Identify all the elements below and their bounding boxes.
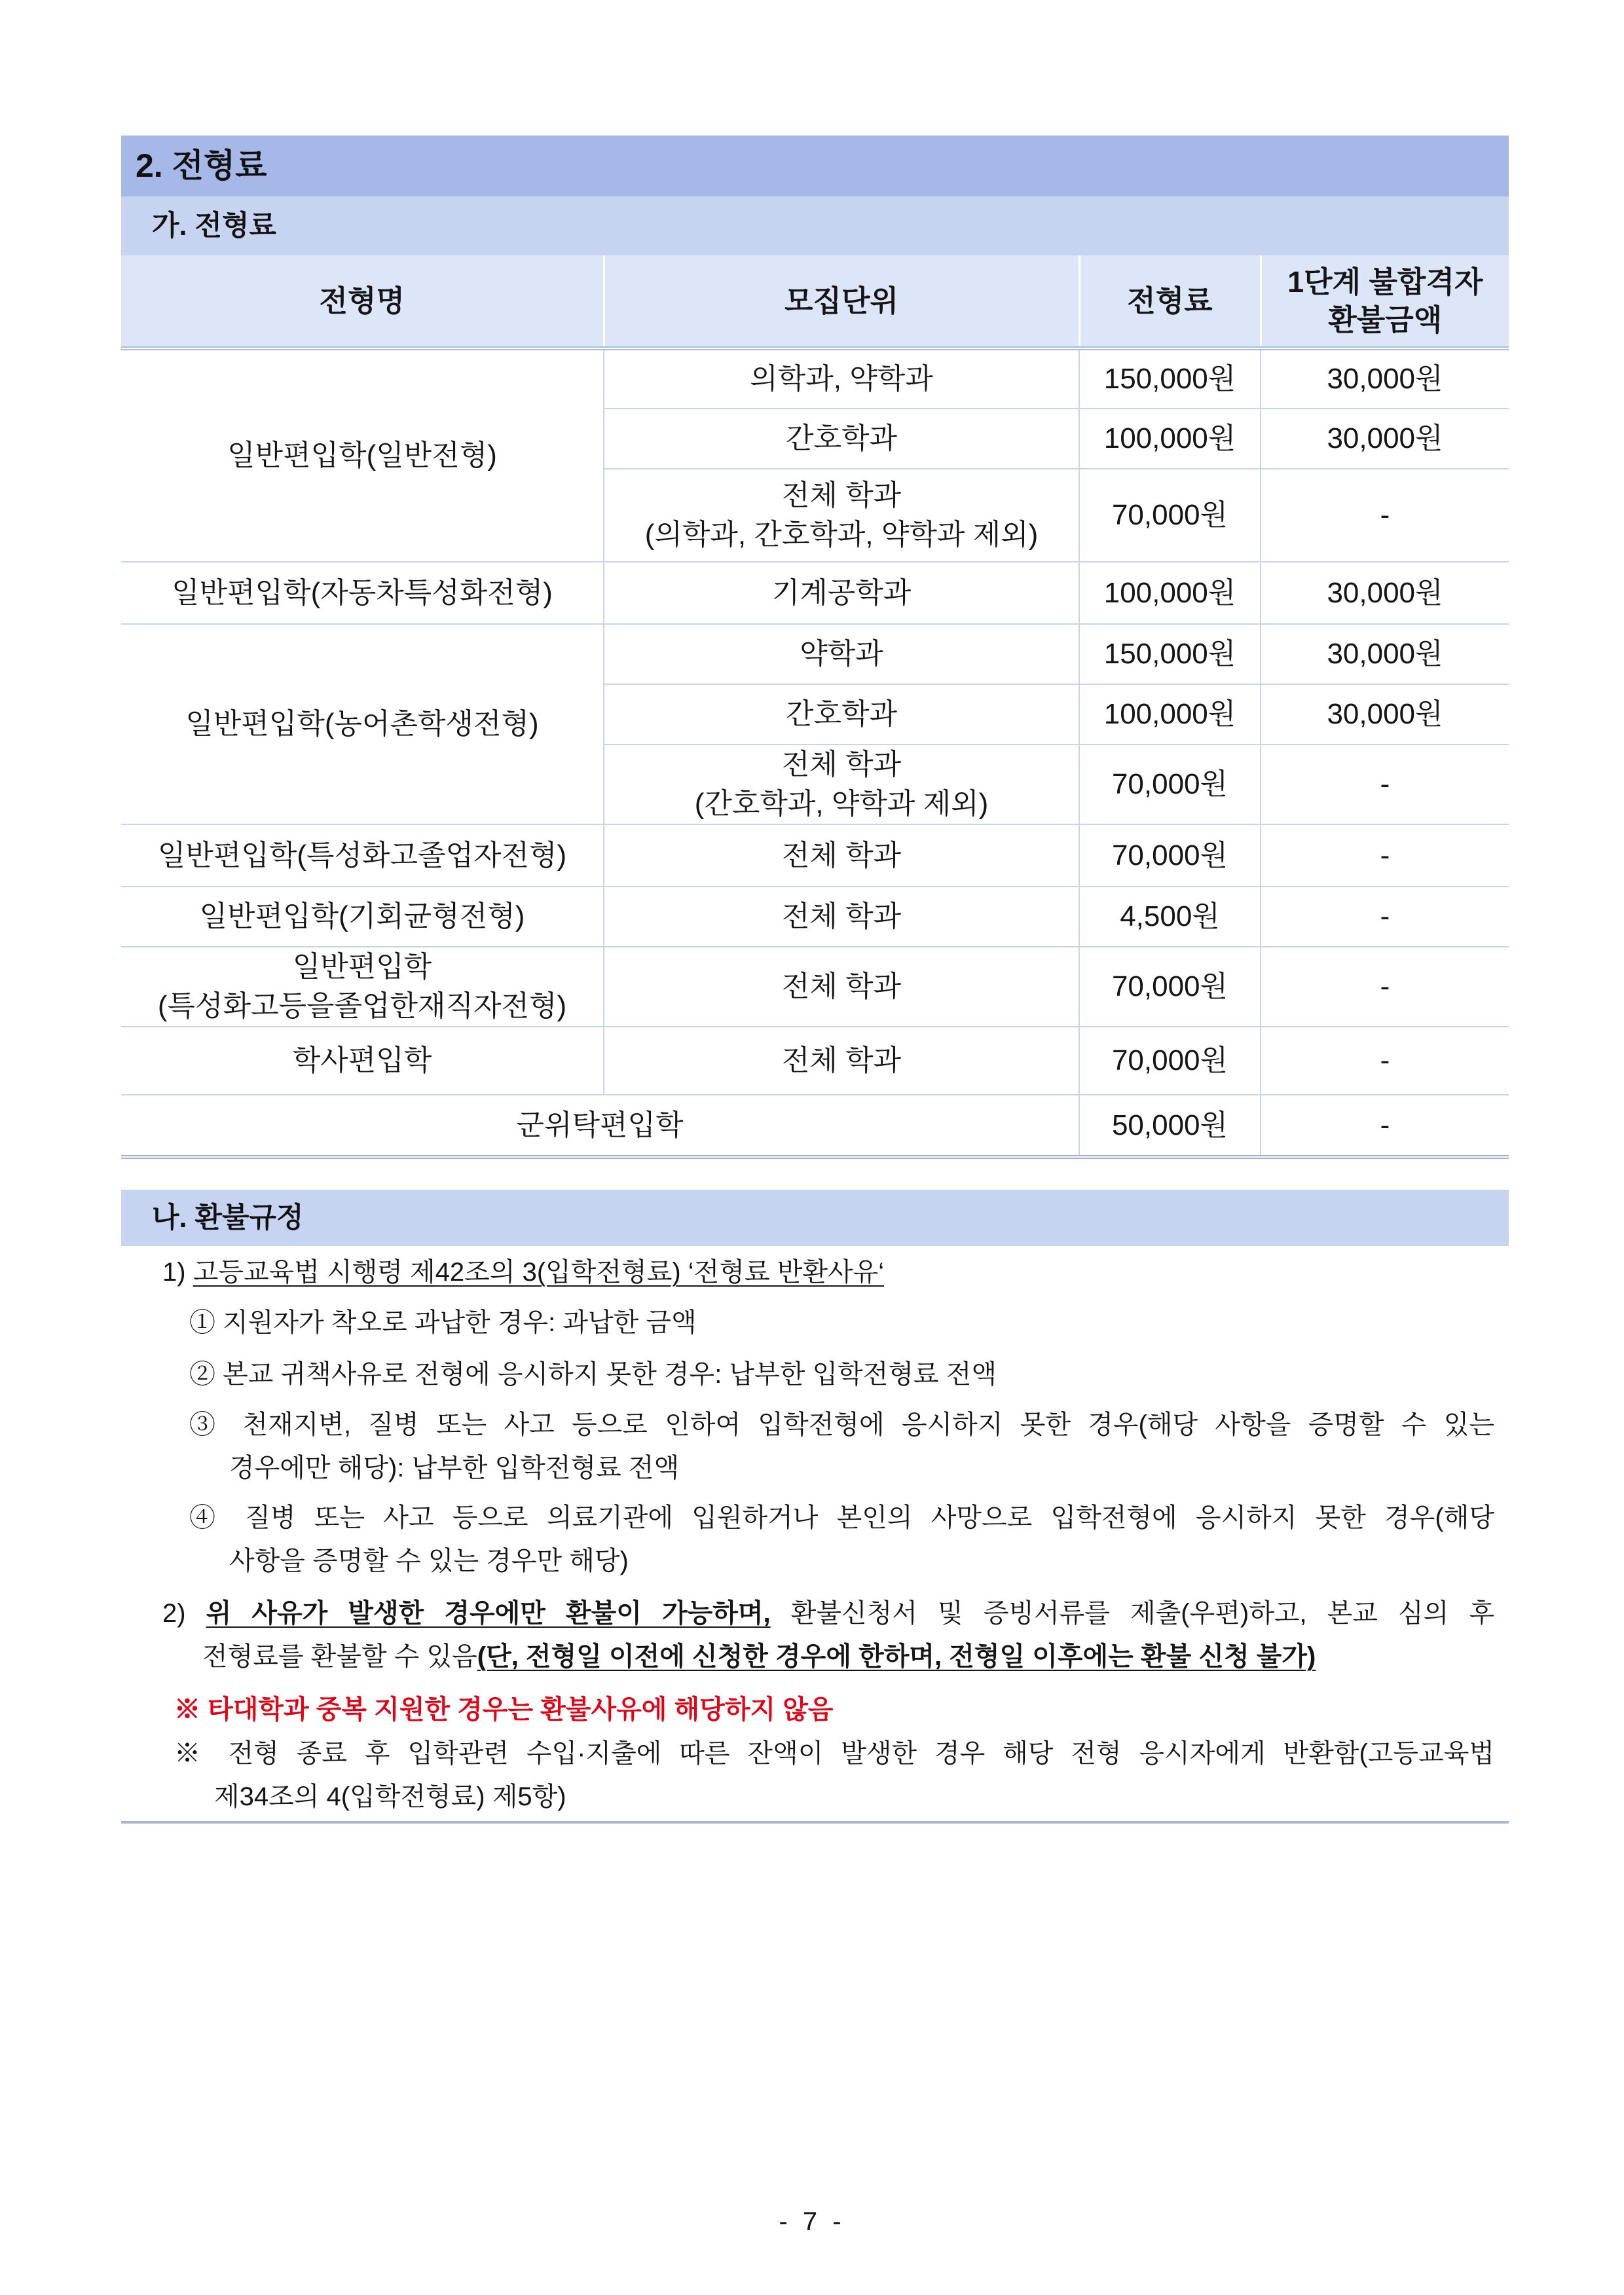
unit-cell: 전체 학과 [604,1027,1079,1095]
table-row [121,1027,1509,1095]
header-row [121,255,1509,348]
refund-cell: 30,000원 [1261,409,1509,469]
rule-2-text: 전형료를 환불할 수 있음 [202,1642,477,1671]
fee-cell: 70,000원 [1079,469,1261,562]
warning-note [174,1688,1494,1731]
rule-2-emphasis: 위 사유가 발생한 경우에만 환불이 가능하며, [206,1599,771,1628]
fee-cell: 50,000원 [1079,1095,1261,1157]
table-row [121,348,1509,409]
unit-cell: 간호학과 [604,684,1079,744]
refund-cell: 30,000원 [1261,624,1509,684]
fee-cell: 4,500원 [1079,887,1261,947]
table-row [121,947,1509,1027]
rule-2-condition: (단, 전형일 이전에 신청한 경우에 한하며, 전형일 이후에는 환불 신청 불가) [477,1642,1316,1671]
refund-reason-line: ② 본교 귀책사유로 전형에 응시하지 못한 경우: 납부한 입학전형료 전액 [189,1360,997,1389]
admission-type-cell: 군위탁편입학 [121,1095,1079,1157]
refund-reason-line: 경우에만 해당): 납부한 입학전형료 전액 [229,1454,680,1482]
refund-note [174,1732,1494,1818]
refund-cell: - [1261,1027,1509,1095]
refund-cell: - [1261,887,1509,947]
refund-rule-2-line [162,1592,1494,1635]
fee-cell: 70,000원 [1079,824,1261,887]
refund-reason-line: ③ 천재지변, 질병 또는 사고 등으로 인하여 입학전형에 응시하지 못한 경우(해당 사항을 증명할 수 있는 [189,1410,1494,1439]
rule-2-text: 환불신청서 및 증빙서류를 제출(우편)하고, 본교 심의 후 [790,1599,1494,1628]
fee-subtitle: 가. 전형료 [121,196,1509,255]
refund-cell: - [1261,469,1509,562]
refund-cell: - [1261,1095,1509,1157]
unit-cell: 전체 학과 [604,887,1079,947]
refund-reason-item [189,1353,1494,1396]
warning-note-line: ※ 타대학과 중복 지원한 경우는 환불사유에 해당하지 않음 [174,1695,834,1724]
admission-type-cell: 일반편입학(농어촌학생전형) [121,624,604,824]
column-header-fee: 전형료 [1079,255,1261,348]
refund-rule-2-line [162,1635,1494,1678]
section-divider [121,1821,1509,1824]
rule-marker: 1) [162,1258,186,1287]
rule-marker: 2) [162,1599,186,1628]
fee-cell: 150,000원 [1079,348,1261,409]
fee-cell: 70,000원 [1079,744,1261,824]
unit-cell: 약학과 [604,624,1079,684]
unit-cell: 전체 학과 (의학과, 간호학과, 약학과 제외) [604,469,1079,562]
admission-type-cell: 일반편입학(일반전형) [121,348,604,562]
refund-cell: 30,000원 [1261,348,1509,409]
refund-reason-item [189,1496,1494,1583]
unit-cell: 의학과, 약학과 [604,348,1079,409]
fee-cell: 100,000원 [1079,409,1261,469]
column-header-recruitment-unit: 모집단위 [604,255,1079,348]
unit-cell: 전체 학과 [604,947,1079,1027]
fee-table-body [121,348,1509,1157]
refund-cell: 30,000원 [1261,562,1509,624]
table-row [121,562,1509,624]
admission-type-cell: 일반편입학(특성화고졸업자전형) [121,824,604,887]
refund-cell: - [1261,744,1509,824]
table-row [121,624,1509,684]
refund-reason-item [189,1301,1494,1344]
refund-rule-1 [162,1251,1494,1294]
fee-cell: 100,000원 [1079,684,1261,744]
fee-cell: 70,000원 [1079,1027,1261,1095]
fee-table-header [121,255,1509,348]
refund-note-line: ※ 전형 종료 후 입학관련 수입·지출에 따른 잔액이 발생한 경우 해당 전형 응시자에게 반환함(고등교육법 [174,1739,1494,1768]
unit-cell: 전체 학과 (간호학과, 약학과 제외) [604,744,1079,824]
fee-table [121,255,1509,1159]
table-row [121,1095,1509,1157]
fee-cell: 70,000원 [1079,947,1261,1027]
column-header-refund-amount: 1단계 불합격자 환불금액 [1261,255,1509,348]
refund-reason-line: ① 지원자가 착오로 과납한 경우: 과납한 금액 [189,1308,697,1337]
unit-cell: 전체 학과 [604,824,1079,887]
refund-cell: - [1261,947,1509,1027]
fee-cell: 150,000원 [1079,624,1261,684]
rule-1-title: 고등교육법 시행령 제42조의 3(입학전형료) ‘전형료 반환사유‘ [193,1258,885,1287]
refund-subtitle: 나. 환불규정 [121,1190,1509,1246]
unit-cell: 기계공학과 [604,562,1079,624]
refund-rule-1-line [162,1251,1494,1294]
admission-type-cell: 학사편입학 [121,1027,604,1095]
table-row [121,824,1509,887]
table-row [121,887,1509,947]
refund-note-line: 제34조의 4(입학전형료) 제5항) [214,1782,566,1811]
page-number: - 7 - [779,2207,845,2236]
refund-rule-2 [162,1592,1494,1678]
admission-type-cell: 일반편입학(기회균형전형) [121,887,604,947]
unit-cell: 간호학과 [604,409,1079,469]
admission-type-cell: 일반편입학 (특성화고등을졸업한재직자전형) [121,947,604,1027]
refund-reason-item [189,1403,1494,1490]
fee-cell: 100,000원 [1079,562,1261,624]
refund-reason-line: 사항을 증명할 수 있는 경우만 해당) [229,1547,629,1575]
refund-reason-line: ④ 질병 또는 사고 등으로 의료기관에 입원하거나 본인의 사망으로 입학전형에 응시하지 못한 경우(해당 [189,1503,1494,1532]
refund-cell: - [1261,824,1509,887]
column-header-admission-type: 전형명 [121,255,604,348]
admission-type-cell: 일반편입학(자동차특성화전형) [121,562,604,624]
refund-cell: 30,000원 [1261,684,1509,744]
section-title: 2. 전형료 [121,136,1509,196]
